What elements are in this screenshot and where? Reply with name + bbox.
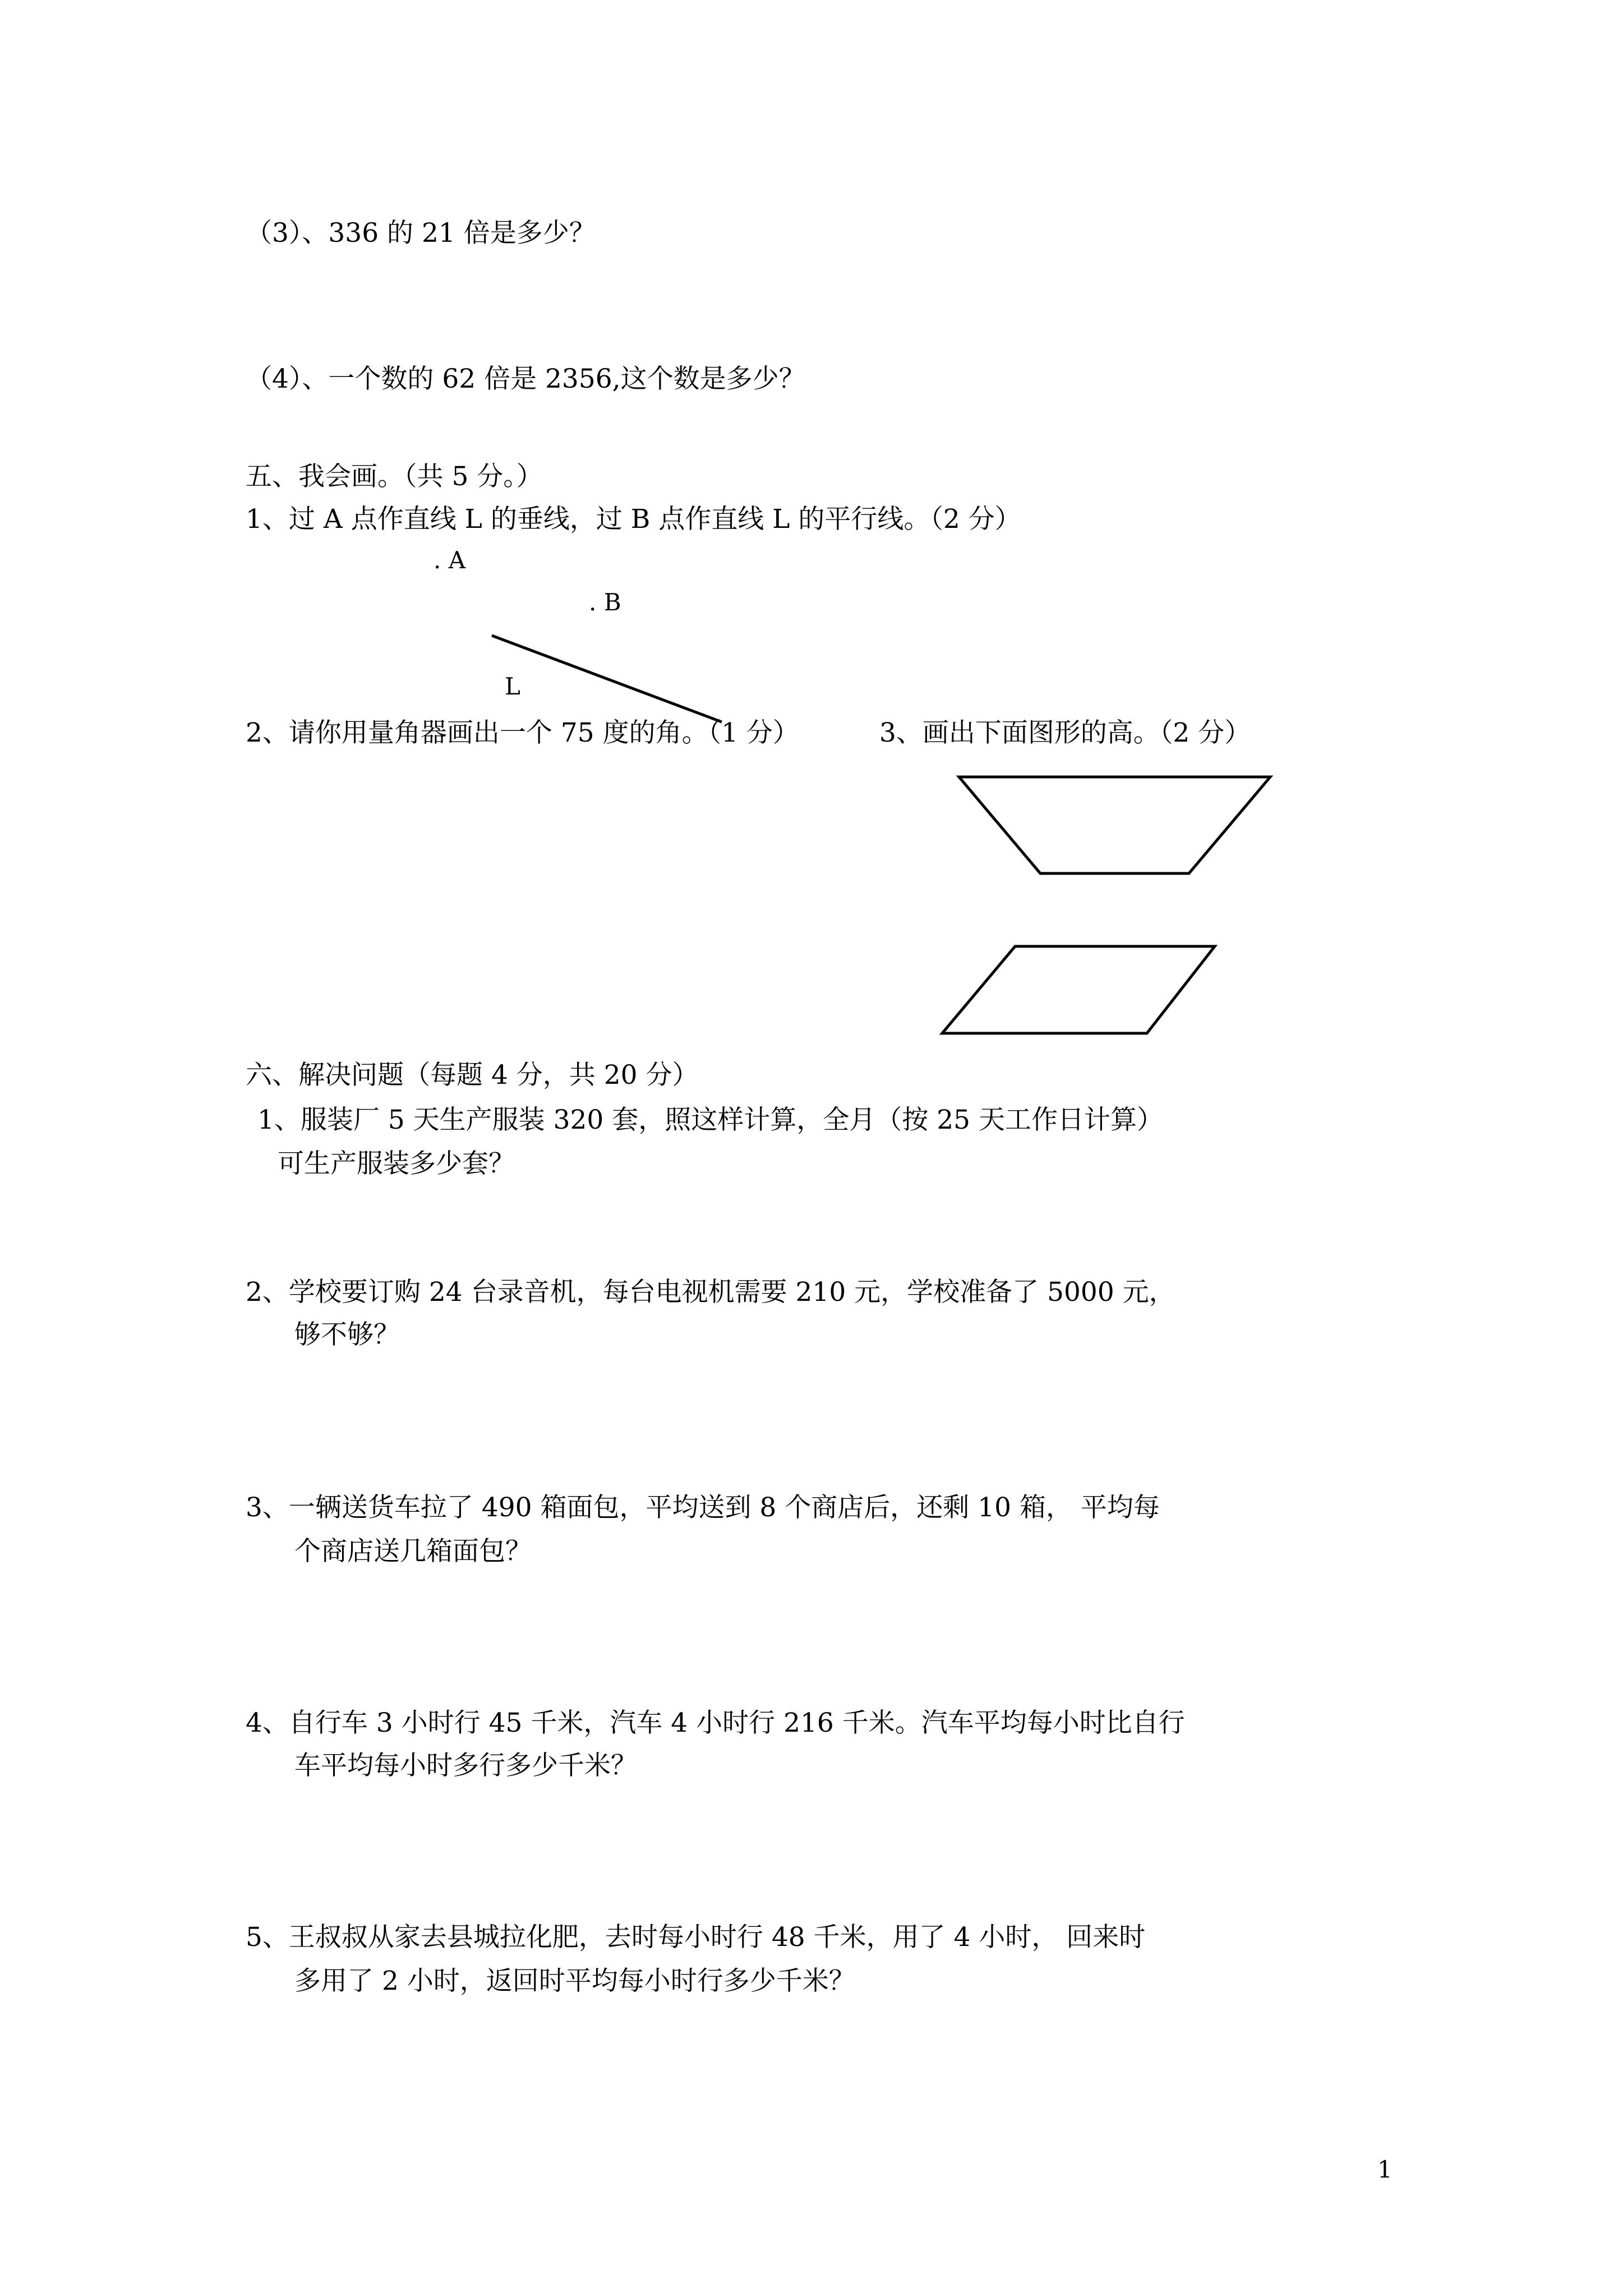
problem-3-line-2: 个商店送几箱面包？ — [294, 1536, 532, 1567]
problem-1-line-2: 可生产服装多少套？ — [278, 1148, 515, 1179]
problem-5-line-1: 5、王叔叔从家去县城拉化肥，去时每小时行 48 千米，用了 4 小时， 回来时 — [246, 1922, 1146, 1953]
problem-1-line-1: 1、服装厂 5 天生产服装 320 套，照这样计算，全月（按 25 天工作日计算） — [257, 1105, 1163, 1135]
point-a-label: . A — [434, 546, 466, 574]
problem-3-line-1: 3、一辆送货车拉了 490 箱面包，平均送到 8 个商店后，还剩 10 箱， 平均每 — [246, 1492, 1160, 1523]
question-5-1: 1、过 A 点作直线 L 的垂线，过 B 点作直线 L 的平行线。（2 分） — [246, 504, 1021, 535]
question-4-3: （3）、336 的 21 倍是多少？ — [246, 218, 596, 249]
problem-4-line-1: 4、自行车 3 小时行 45 千米，汽车 4 小时行 216 千米。汽车平均每小时比自行 — [246, 1708, 1185, 1738]
question-5-3: 3、画出下面图形的高。（2 分） — [879, 717, 1251, 748]
point-b-label: . B — [589, 588, 621, 616]
page-number: 1 — [1377, 2156, 1393, 2183]
trapezoid-shape — [959, 777, 1270, 873]
line-l-label: L — [505, 673, 520, 700]
problem-4-line-2: 车平均每小时多行多少千米？ — [294, 1750, 637, 1781]
line-l — [492, 636, 722, 722]
question-4-4: （4）、一个数的 62 倍是 2356,这个数是多少？ — [246, 364, 805, 394]
problem-2-line-1: 2、学校要订购 24 台录音机，每台电视机需要 210 元，学校准备了 5000 元， — [246, 1277, 1175, 1308]
problem-2-line-2: 够不够？ — [294, 1319, 400, 1350]
question-5-2: 2、请你用量角器画出一个 75 度的角。（1 分） — [246, 717, 799, 748]
section-5-title: 五、我会画。（共 5 分。） — [246, 461, 543, 492]
section-6-title: 六、解决问题（每题 4 分，共 20 分） — [246, 1060, 699, 1091]
parallelogram-shape — [942, 946, 1215, 1033]
problem-5-line-2: 多用了 2 小时，返回时平均每小时行多少千米？ — [294, 1966, 855, 1996]
